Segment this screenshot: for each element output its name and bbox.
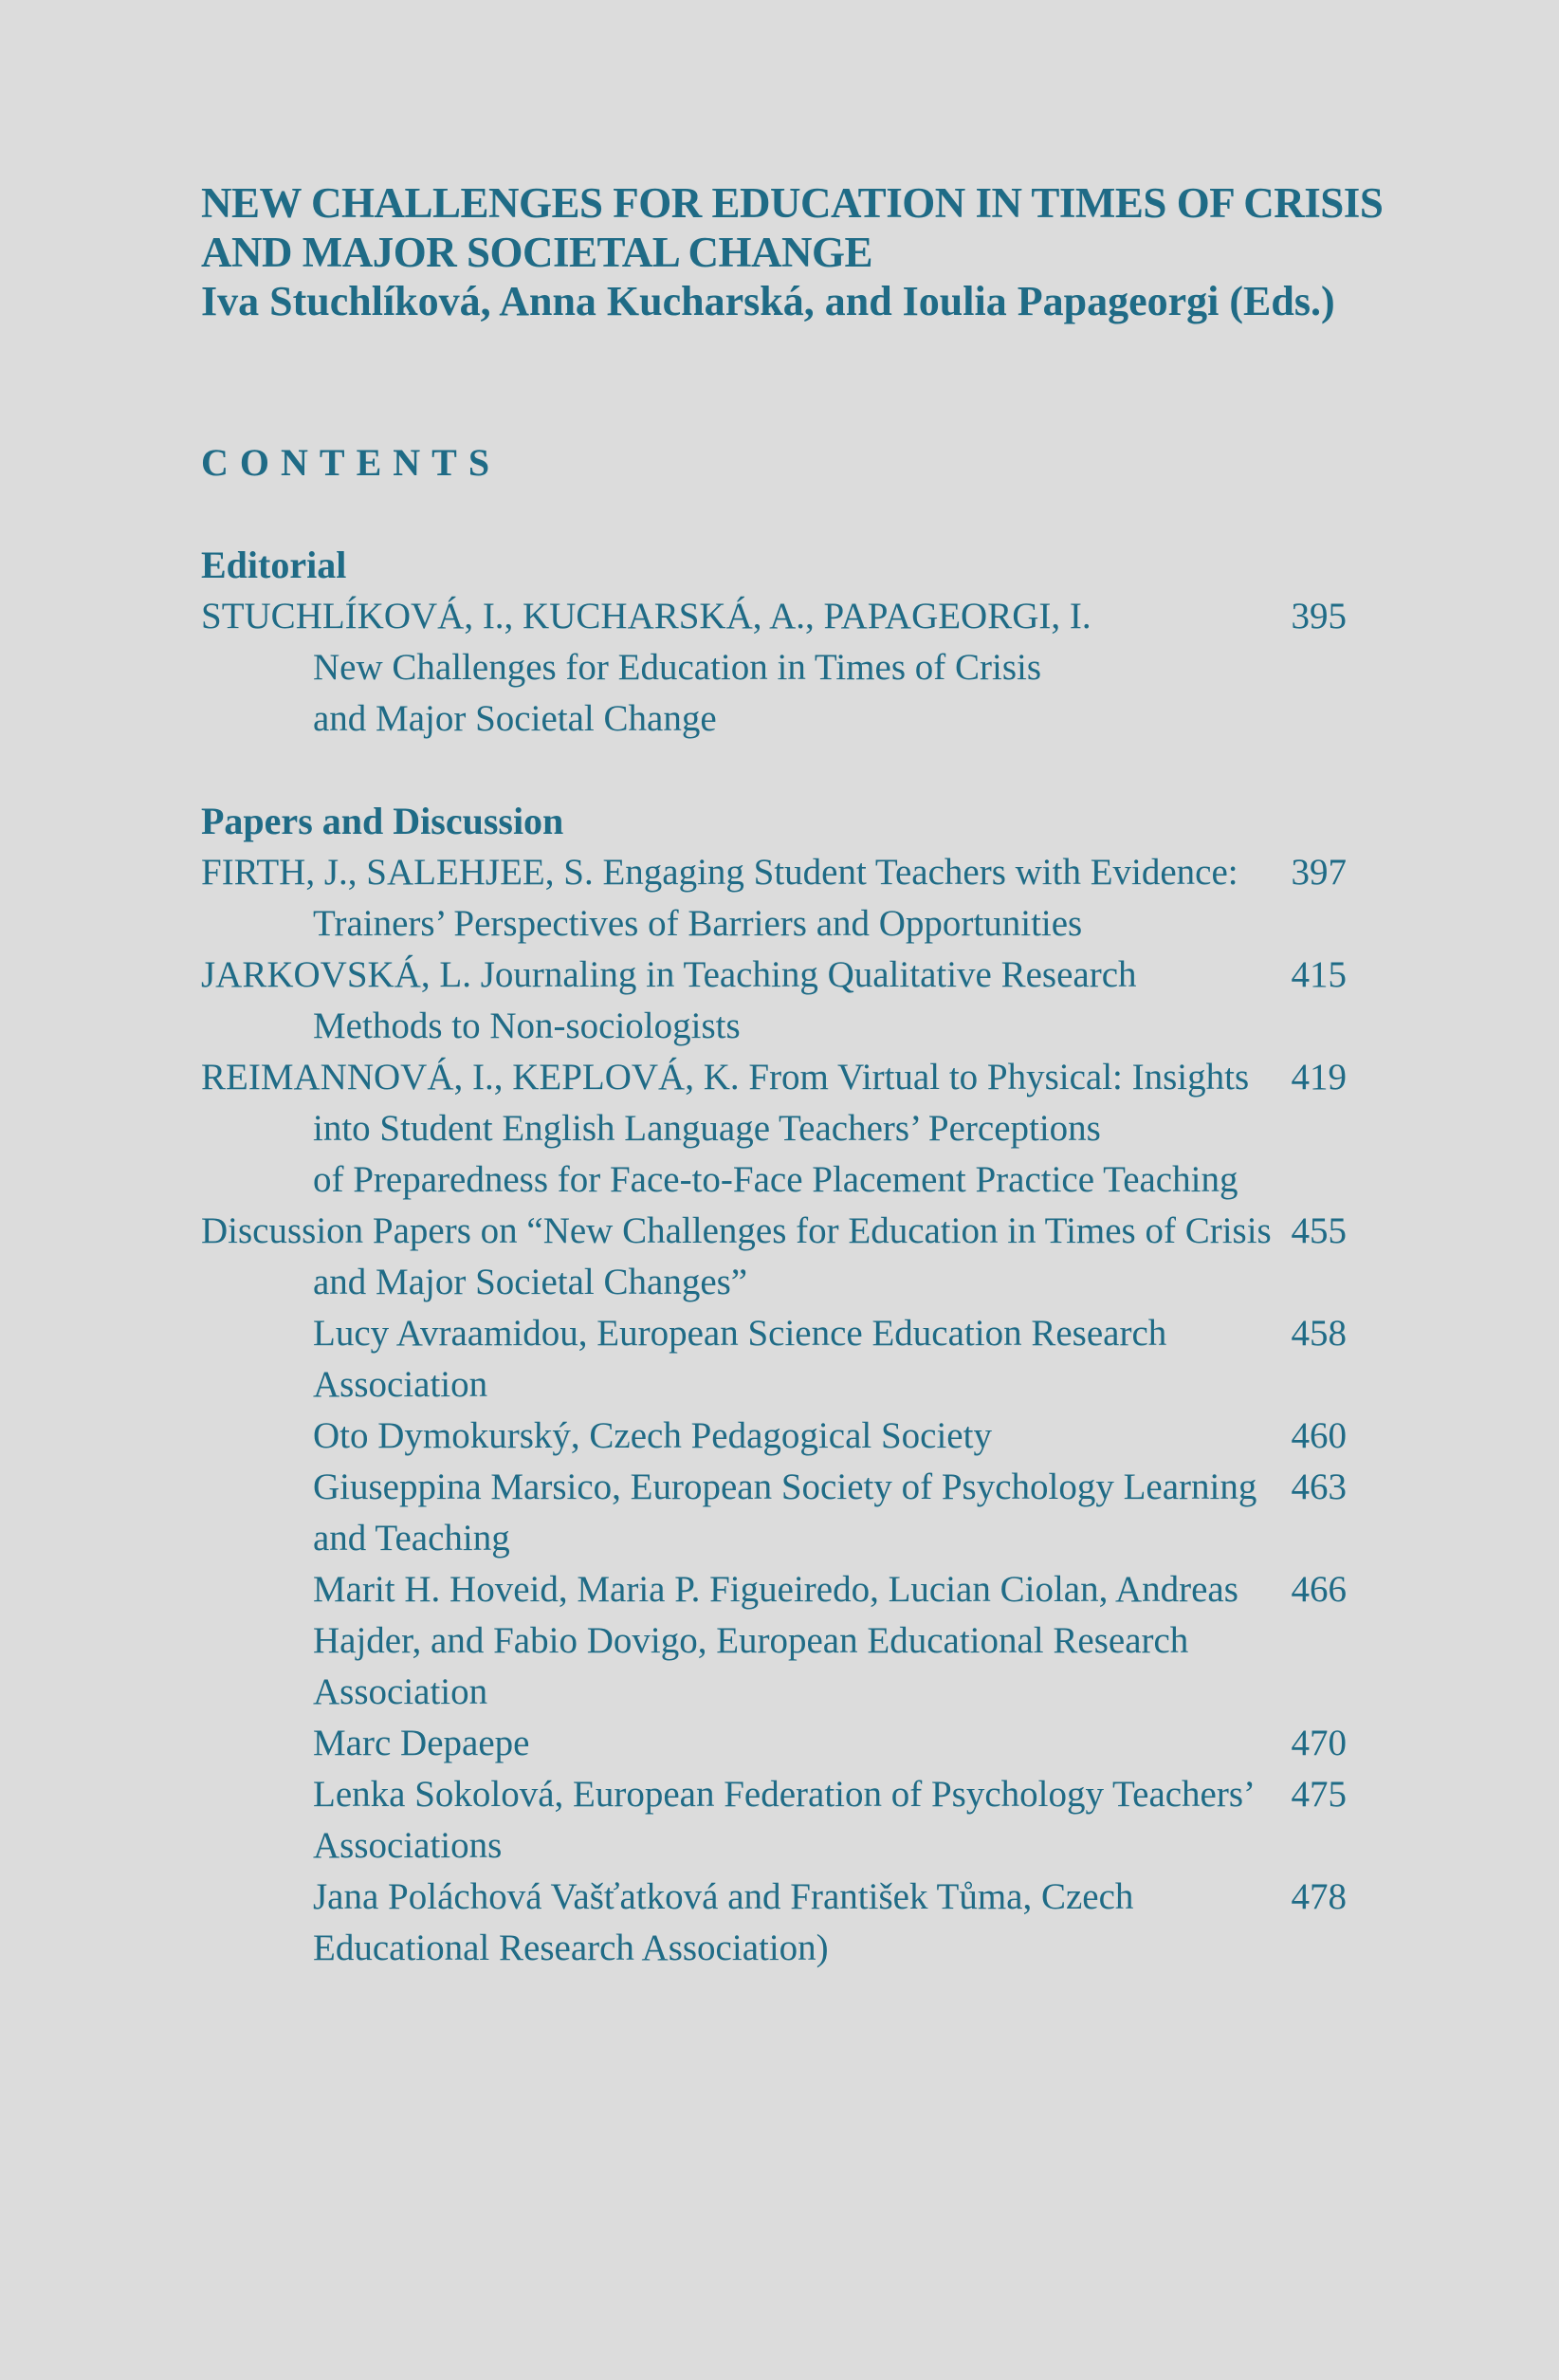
toc-entry-line: Association [313,1671,488,1712]
toc-sub-entry[interactable] [201,1411,1347,1462]
toc-entry-line: and Major Societal Change [313,698,717,739]
toc-entry-line: and Teaching [313,1518,510,1559]
toc-entry-line: JARKOVSKÁ, L. Journaling in Teaching Qualitative Research [201,954,1137,995]
toc-entry[interactable] [201,1206,1347,1308]
section-spacer [201,745,1347,796]
toc-entry-line: into Student English Language Teachers’ Perceptions [313,1108,1101,1149]
toc-page-number: 415 [1291,954,1347,995]
toc-entry-line: of Preparedness for Face-to-Face Placement Practice Teaching [313,1159,1238,1200]
toc-sub-entry[interactable] [201,1718,1347,1769]
toc-entry-line: Hajder, and Fabio Dovigo, European Educational Research [313,1620,1189,1661]
toc-sub-entry[interactable] [201,1308,1347,1411]
table-of-contents [201,540,1347,1974]
toc-page-number: 475 [1291,1774,1347,1815]
toc-page-number: 419 [1291,1057,1347,1098]
toc-entry-line: Discussion Papers on “New Challenges for Education in Times of Crisis [201,1210,1272,1251]
toc-entry-line: and Major Societal Changes” [313,1262,748,1302]
toc-sub-entry[interactable] [201,1872,1347,1974]
toc-entry-line: FIRTH, J., SALEHJEE, S. Engaging Student Teachers with Evidence: [201,852,1238,893]
toc-sub-entry[interactable] [201,1564,1347,1718]
toc-entry-line: Association [313,1364,488,1405]
toc-page-number: 463 [1291,1467,1347,1507]
toc-page-number: 458 [1291,1313,1347,1354]
toc-page-number: 395 [1291,596,1347,637]
toc-sub-entry[interactable] [201,1462,1347,1564]
book-title-line-1: NEW CHALLENGES FOR EDUCATION IN TIMES OF CRISIS [201,179,1384,227]
toc-page-number: 470 [1291,1723,1347,1763]
toc-entry[interactable] [201,847,1347,950]
toc-page-number: 478 [1291,1876,1347,1917]
toc-page-number: 397 [1291,852,1347,893]
section-heading-editorial: Editorial [201,544,347,586]
toc-page-number: 466 [1291,1569,1347,1610]
toc-entry-line: Lucy Avraamidou, European Science Education Research [313,1313,1167,1354]
toc-entry[interactable] [201,591,1347,745]
toc-page-number: 455 [1291,1210,1347,1251]
toc-entry-line: Jana Poláchová Vašťatková and František Tůma, Czech [313,1876,1134,1917]
title-block [201,178,1434,326]
toc-entry-line: Trainers’ Perspectives of Barriers and Opportunities [313,903,1083,944]
toc-entry-line: Lenka Sokolová, European Federation of Psychology Teachers’ [313,1774,1256,1815]
toc-entry-line: STUCHLÍKOVÁ, I., KUCHARSKÁ, A., PAPAGEORGI, I. [201,596,1091,637]
book-title-line-2: AND MAJOR SOCIETAL CHANGE [201,229,872,276]
toc-entry-line: New Challenges for Education in Times of Crisis [313,647,1042,688]
toc-entry-line: Giuseppina Marsico, European Society of Psychology Learning [313,1467,1257,1507]
toc-entry-line: Methods to Non-sociologists [313,1006,741,1046]
toc-sub-entry[interactable] [201,1769,1347,1872]
toc-entry[interactable] [201,950,1347,1052]
toc-page-number: 460 [1291,1415,1347,1456]
section-heading-papers: Papers and Discussion [201,800,564,842]
toc-entry-line: Marit H. Hoveid, Maria P. Figueiredo, Lucian Ciolan, Andreas [313,1569,1238,1610]
contents-heading: CONTENTS [201,441,502,484]
toc-entry-line: Educational Research Association) [313,1928,829,1968]
toc-entry-line: REIMANNOVÁ, I., KEPLOVÁ, K. From Virtual to Physical: Insights [201,1057,1250,1098]
toc-entry-line: Associations [313,1825,503,1866]
toc-entry[interactable] [201,1052,1347,1206]
toc-entry-line: Oto Dymokurský, Czech Pedagogical Society [313,1415,992,1456]
toc-entry-line: Marc Depaepe [313,1723,530,1763]
book-editors: Iva Stuchlíková, Anna Kucharská, and Ioulia Papageorgi (Eds.) [201,278,1335,324]
